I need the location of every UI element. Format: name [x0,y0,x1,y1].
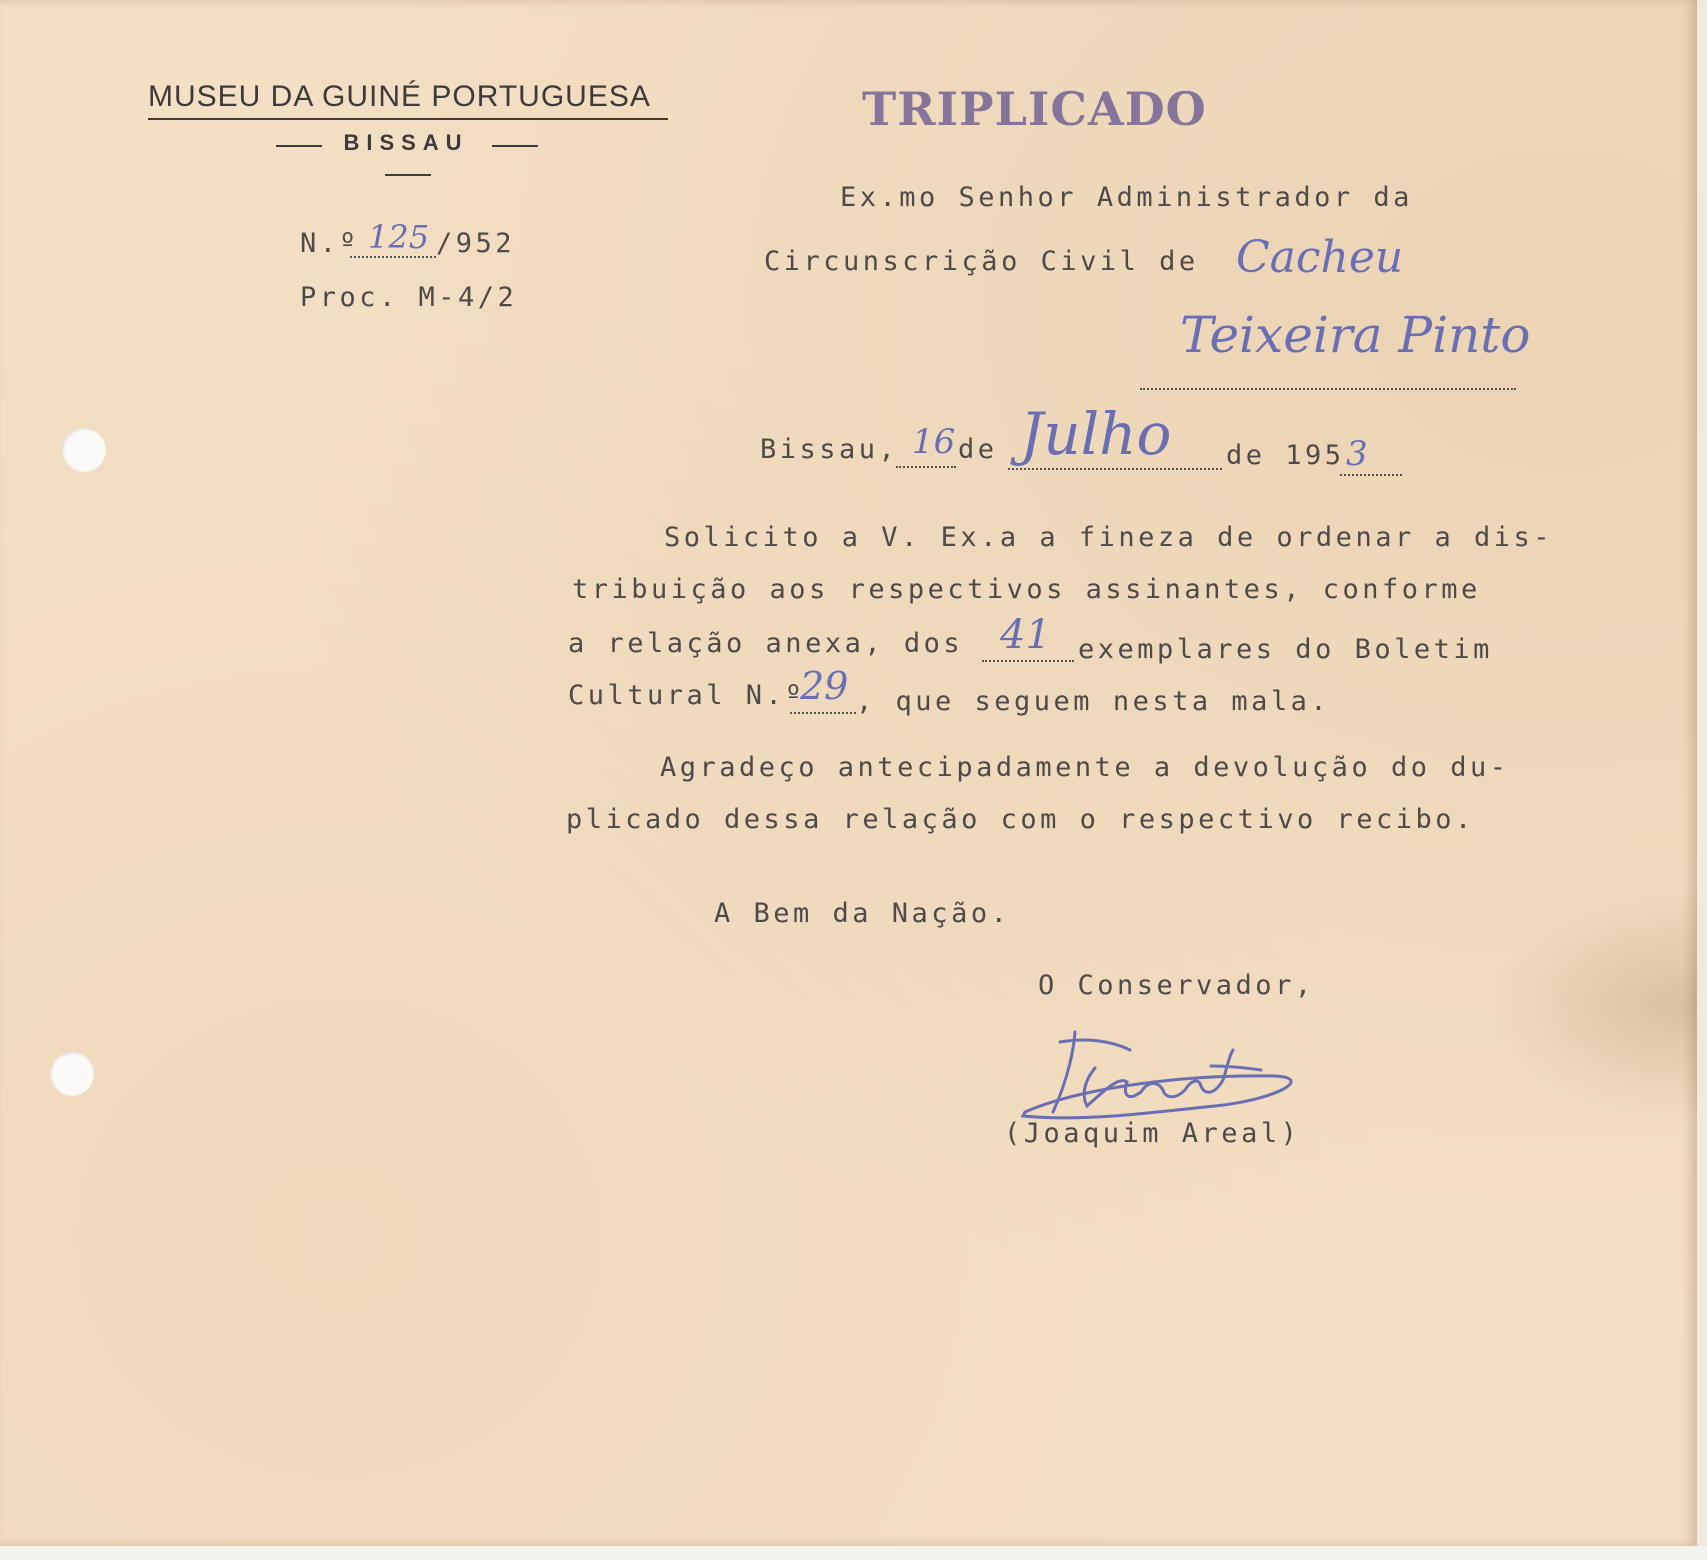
date-day-handwritten: 16 [912,422,956,462]
scan-edge [0,1546,1707,1560]
dotted-fill-line [790,712,856,714]
dotted-fill-line [1340,474,1402,476]
date-year-digit-handwritten: 3 [1346,434,1368,474]
closing-salutation: A Bem da Nação. [714,898,1011,929]
addressee-handwritten-teixeira-pinto: Teixeira Pinto [1180,306,1531,364]
addressee-line-1: Ex.mo Senhor Administrador da [840,182,1413,213]
dotted-fill-line [1140,388,1516,390]
body-line: Agradeço antecipadamente a devolução do du- [660,752,1510,783]
body-line: Cultural N.º [568,680,806,711]
exemplares-count-handwritten: 41 [1000,612,1051,658]
reference-year: /952 [436,228,516,259]
letterhead-city: BISSAU [343,130,469,155]
date-city: Bissau, [760,434,899,465]
boletim-number-handwritten: 29 [800,664,849,708]
body-line: , que seguem nesta mala. [856,686,1331,717]
body-line: Solicito a V. Ex.a a fineza de ordenar a dis- [664,522,1553,553]
reference-number-handwritten: 125 [368,218,430,256]
scan-edge [1697,0,1707,1560]
dotted-fill-line [896,466,956,468]
dotted-fill-line [350,256,436,258]
dotted-fill-line [1008,468,1222,470]
letterhead-small-rule [385,174,431,176]
addressee-handwritten-cacheu: Cacheu [1236,232,1404,283]
body-line: a relação anexa, dos [568,628,964,659]
triplicado-stamp: TRIPLICADO [862,82,1207,136]
process-reference: Proc. M-4/2 [300,282,518,313]
letterhead-dash [492,145,538,147]
letterhead-museum-name: MUSEU DA GUINÉ PORTUGUESA [148,80,651,113]
reference-number-prefix: N.º [300,228,360,259]
body-line: plicado dessa relação com o respectivo recibo. [566,804,1475,835]
date-month-handwritten: Julho [1020,400,1172,468]
addressee-line-2-typed: Circunscrição Civil de [764,246,1199,277]
letterhead-rule [148,118,668,120]
dotted-fill-line [982,660,1074,662]
signatory-name: (Joaquim Areal) [1004,1118,1301,1149]
punch-hole [62,428,106,472]
date-de-year: de 195 [1226,440,1345,471]
body-line: exemplares do Boletim [1078,634,1493,665]
punch-hole [50,1052,94,1096]
closing-title: O Conservador, [1038,970,1315,1001]
body-line: tribuição aos respectivos assinantes, conforme [572,574,1481,605]
date-de: de [958,434,998,465]
